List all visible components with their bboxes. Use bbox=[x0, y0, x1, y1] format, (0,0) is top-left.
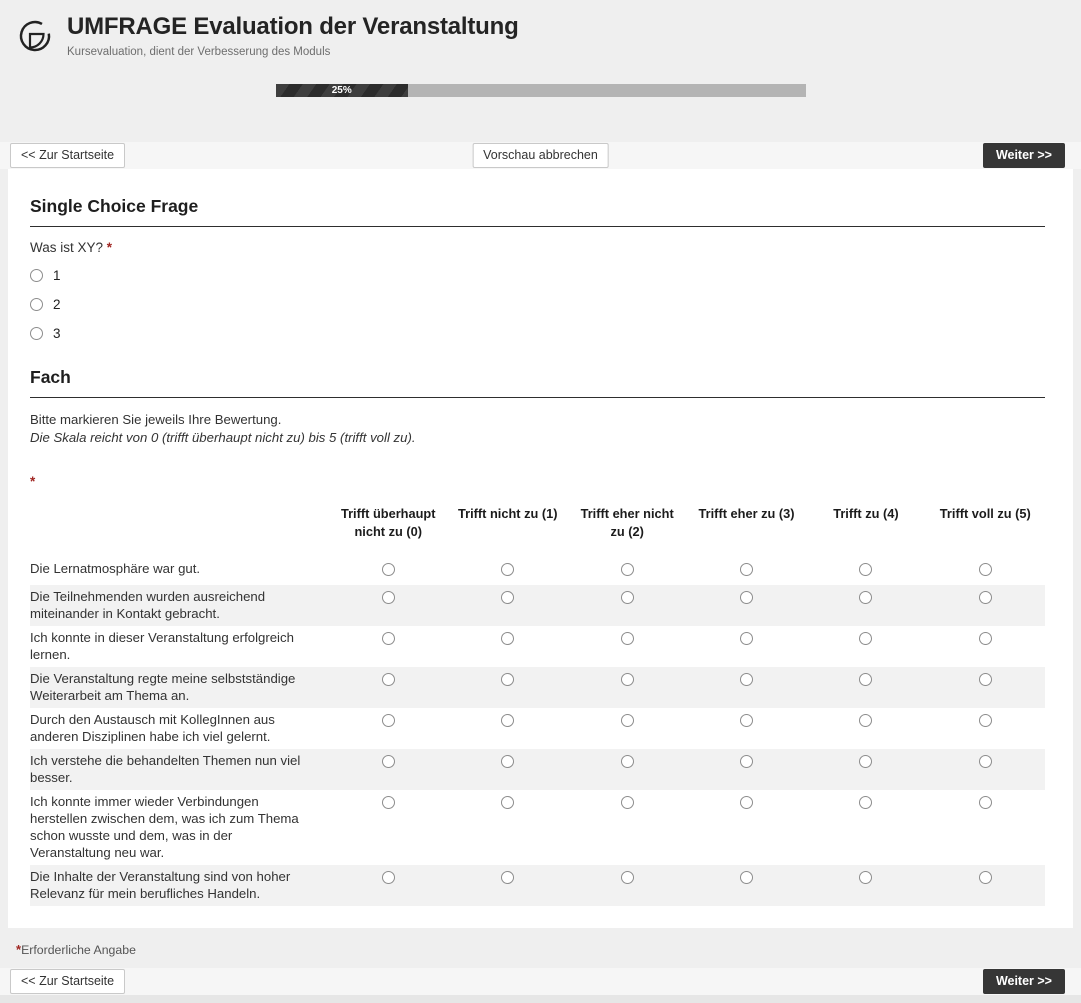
section-title-single-choice: Single Choice Frage bbox=[30, 196, 1045, 227]
matrix-radio[interactable] bbox=[859, 632, 872, 645]
bottom-navbar bbox=[0, 968, 1081, 995]
option-label: 2 bbox=[53, 297, 61, 312]
matrix-radio[interactable] bbox=[740, 591, 753, 604]
required-asterisk: * bbox=[30, 473, 36, 489]
matrix-column-header: Trifft nicht zu (1) bbox=[457, 505, 558, 521]
matrix-row bbox=[30, 708, 1045, 749]
option-label: 3 bbox=[53, 326, 61, 341]
next-button[interactable]: Weiter >> bbox=[983, 143, 1065, 168]
matrix-radio[interactable] bbox=[621, 871, 634, 884]
matrix-radio[interactable] bbox=[859, 871, 872, 884]
matrix-radio[interactable] bbox=[979, 563, 992, 576]
matrix-row bbox=[30, 790, 1045, 865]
single-choice-option[interactable] bbox=[30, 268, 1045, 283]
matrix-radio[interactable] bbox=[501, 796, 514, 809]
survey-logo-icon bbox=[16, 15, 56, 55]
matrix-row-label: Die Veranstaltung regte meine selbstständige Weiterarbeit am Thema an. bbox=[30, 670, 296, 703]
matrix-radio[interactable] bbox=[979, 673, 992, 686]
matrix-radio[interactable] bbox=[501, 591, 514, 604]
matrix-radio[interactable] bbox=[740, 796, 753, 809]
matrix-radio[interactable] bbox=[621, 591, 634, 604]
matrix-radio[interactable] bbox=[979, 871, 992, 884]
matrix-row-label: Ich verstehe die behandelten Themen nun viel besser. bbox=[30, 752, 301, 785]
radio-option-1[interactable] bbox=[30, 269, 43, 282]
survey-header bbox=[0, 0, 1081, 142]
required-note-text: Erforderliche Angabe bbox=[21, 942, 136, 957]
matrix-radio[interactable] bbox=[621, 563, 634, 576]
matrix-radio[interactable] bbox=[740, 673, 753, 686]
matrix-radio[interactable] bbox=[979, 796, 992, 809]
matrix-radio[interactable] bbox=[382, 563, 395, 576]
matrix-radio[interactable] bbox=[382, 714, 395, 727]
matrix-row-label: Die Inhalte der Veranstaltung sind von hoher Relevanz für mein berufliches Handeln. bbox=[30, 868, 291, 901]
single-choice-option[interactable] bbox=[30, 326, 1045, 341]
matrix-radio[interactable] bbox=[859, 714, 872, 727]
required-asterisk: * bbox=[16, 941, 22, 957]
single-choice-question bbox=[30, 240, 1045, 255]
matrix-radio[interactable] bbox=[621, 796, 634, 809]
option-label: 1 bbox=[53, 268, 61, 283]
matrix-radio[interactable] bbox=[859, 563, 872, 576]
matrix-row bbox=[30, 626, 1045, 667]
survey-title: UMFRAGE Evaluation der Veranstaltung bbox=[67, 13, 519, 40]
matrix-column-header: Trifft eher nicht zu (2) bbox=[580, 505, 674, 539]
matrix-radio[interactable] bbox=[501, 871, 514, 884]
progress-bar-fill bbox=[276, 84, 409, 97]
matrix-radio[interactable] bbox=[501, 563, 514, 576]
section-title-fach: Fach bbox=[30, 367, 1045, 398]
radio-option-3[interactable] bbox=[30, 327, 43, 340]
matrix-radio[interactable] bbox=[501, 714, 514, 727]
cancel-preview-button[interactable]: Vorschau abbrechen bbox=[472, 143, 609, 168]
matrix-radio[interactable] bbox=[740, 714, 753, 727]
back-to-start-button[interactable]: << Zur Startseite bbox=[10, 969, 125, 994]
progress-percent: 25% bbox=[331, 84, 352, 96]
back-to-start-button[interactable]: << Zur Startseite bbox=[10, 143, 125, 168]
matrix-radio[interactable] bbox=[979, 714, 992, 727]
matrix-radio[interactable] bbox=[621, 714, 634, 727]
matrix-radio[interactable] bbox=[859, 796, 872, 809]
question-text: Was ist XY? bbox=[30, 240, 104, 255]
radio-option-2[interactable] bbox=[30, 298, 43, 311]
rating-matrix-table bbox=[30, 497, 1045, 906]
progress-bar bbox=[276, 84, 806, 97]
matrix-column-header: Trifft zu (4) bbox=[833, 505, 899, 521]
matrix-radio[interactable] bbox=[382, 673, 395, 686]
brand-text bbox=[67, 13, 519, 58]
top-navbar bbox=[0, 142, 1081, 169]
matrix-row bbox=[30, 667, 1045, 708]
matrix-column-header: Trifft eher zu (3) bbox=[698, 505, 795, 521]
matrix-radio[interactable] bbox=[382, 755, 395, 768]
matrix-row bbox=[30, 749, 1045, 790]
matrix-help-text-italic: Die Skala reicht von 0 (trifft überhaupt nicht zu) bis 5 (trifft voll zu). bbox=[30, 430, 416, 446]
matrix-radio[interactable] bbox=[740, 871, 753, 884]
matrix-radio[interactable] bbox=[501, 632, 514, 645]
matrix-row-label: Durch den Austausch mit KollegInnen aus anderen Disziplinen habe ich viel gelernt. bbox=[30, 711, 275, 744]
next-button[interactable]: Weiter >> bbox=[983, 969, 1065, 994]
matrix-radio[interactable] bbox=[740, 755, 753, 768]
matrix-radio[interactable] bbox=[979, 755, 992, 768]
matrix-radio[interactable] bbox=[382, 796, 395, 809]
matrix-row bbox=[30, 557, 1045, 585]
page-bottom-strip bbox=[0, 995, 1081, 1003]
required-asterisk: * bbox=[106, 240, 113, 255]
matrix-radio[interactable] bbox=[621, 632, 634, 645]
matrix-radio[interactable] bbox=[979, 591, 992, 604]
required-note bbox=[0, 928, 1081, 968]
matrix-row bbox=[30, 865, 1045, 906]
single-choice-option[interactable] bbox=[30, 297, 1045, 312]
matrix-radio[interactable] bbox=[382, 632, 395, 645]
survey-card bbox=[8, 169, 1073, 928]
brand bbox=[16, 13, 1081, 58]
matrix-radio[interactable] bbox=[501, 673, 514, 686]
matrix-radio[interactable] bbox=[621, 755, 634, 768]
matrix-help-text: Bitte markieren Sie jeweils Ihre Bewertung. bbox=[30, 412, 282, 427]
matrix-radio[interactable] bbox=[382, 591, 395, 604]
matrix-row-label: Ich konnte in dieser Veranstaltung erfolgreich lernen. bbox=[30, 629, 294, 662]
matrix-radio[interactable] bbox=[621, 673, 634, 686]
matrix-row-label: Die Teilnehmenden wurden ausreichend miteinander in Kontakt gebracht. bbox=[30, 588, 266, 621]
matrix-corner-cell bbox=[30, 497, 328, 557]
matrix-radio[interactable] bbox=[382, 871, 395, 884]
matrix-required-line bbox=[30, 474, 1045, 489]
matrix-radio[interactable] bbox=[979, 632, 992, 645]
matrix-radio[interactable] bbox=[740, 632, 753, 645]
matrix-radio[interactable] bbox=[859, 673, 872, 686]
matrix-radio[interactable] bbox=[740, 563, 753, 576]
matrix-radio[interactable] bbox=[859, 755, 872, 768]
matrix-header-row bbox=[30, 497, 1045, 557]
matrix-row-label: Die Lernatmosphäre war gut. bbox=[30, 560, 201, 576]
matrix-column-header: Trifft voll zu (5) bbox=[939, 505, 1031, 521]
matrix-row bbox=[30, 585, 1045, 626]
matrix-radio[interactable] bbox=[501, 755, 514, 768]
survey-subtitle: Kursevaluation, dient der Verbesserung des Moduls bbox=[67, 46, 331, 58]
matrix-radio[interactable] bbox=[859, 591, 872, 604]
matrix-column-header: Trifft überhaupt nicht zu (0) bbox=[340, 505, 436, 539]
matrix-row-label: Ich konnte immer wieder Verbindungen herstellen zwischen dem, was ich zum Thema schon wusste und dem, was in der Veranstaltung neu war. bbox=[30, 793, 299, 860]
